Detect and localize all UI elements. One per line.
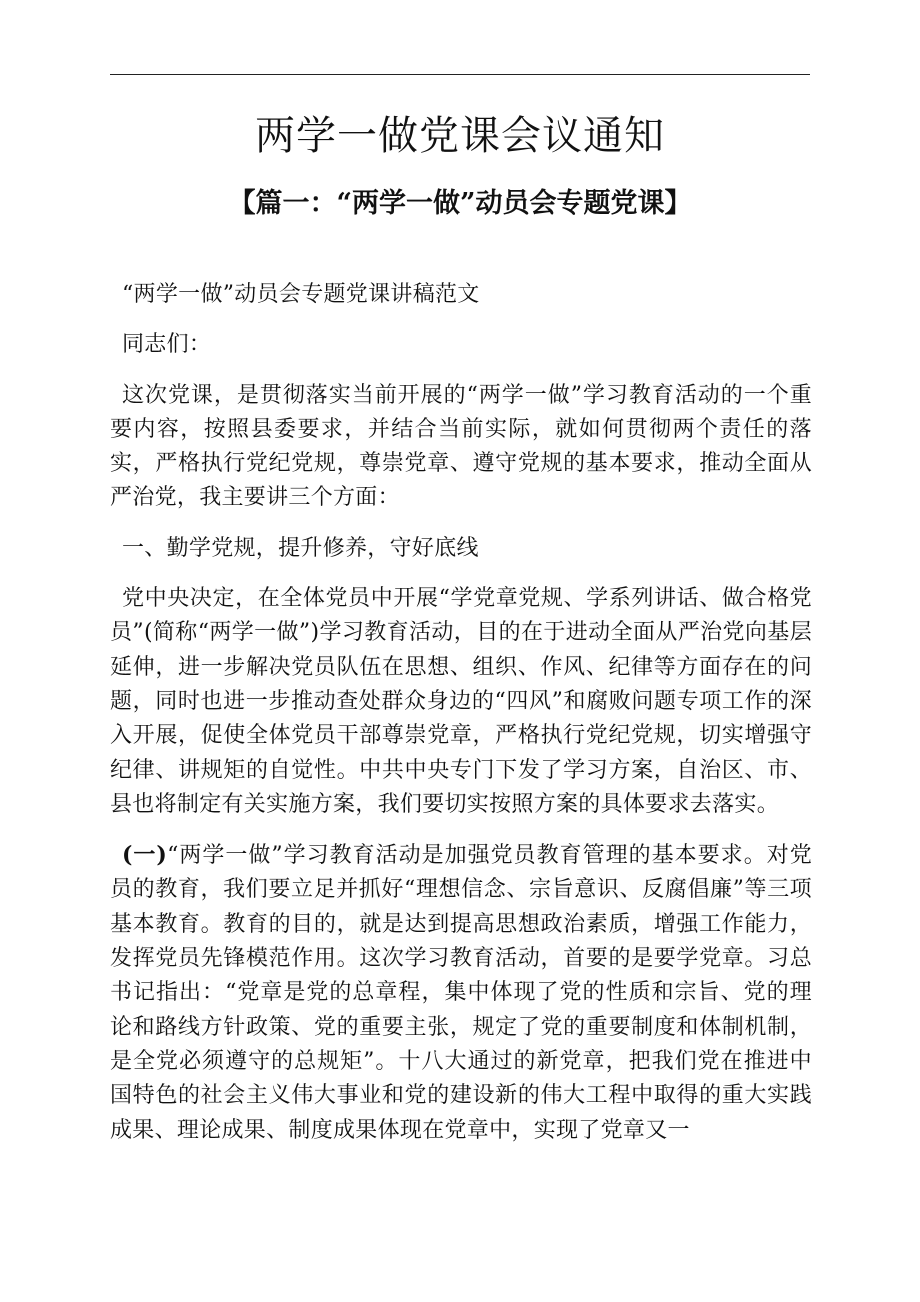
header-rule [110,74,810,75]
document-subtitle: 【篇一：“两学一做”动员会专题党课】 [228,188,692,219]
section-one-paragraph [110,838,812,1148]
document-body [110,278,812,1164]
section-heading-paragraph: 一、勤学党规，提升修养，守好底线 [122,535,479,561]
background-paragraph: 党中央决定，在全体党员中开展“学党章党规、学系列讲话、做合格党员”(简称“两学一做”)学习教育活动，目的在于进动全面从严治党向基层延伸，进一步解决党员队伍在思想、组织、作风、纪律等方面存在的问题，同时也进一步推动查处群众身边的“四风”和腐败问题专项工作的深入开展，促使全体党员干部尊崇党章，严格执行党纪党规，切实增强守纪律、讲规矩的自觉性。中共中央专门下发了学习方案，自治区、市、县也将制定有关实施方案，我们要切实按照方案的具体要求去落实。 [110,586,812,817]
section-one-text: “两学一做”学习教育活动是加强党员教育管理的基本要求。对党员的教育，我们要立足并抓好“理想信念、宗旨意识、反腐倡廉”等三项基本教育。教育的目的，就是达到提高思想政治素质，增强工作能力，发挥党员先锋模范作用。这次学习教育活动，首要的是要学党章。习总书记指出：“党章是党的总章程，集中体现了党的性质和宗旨、党的理论和路线方针政策、党的重要主张，规定了党的重要制度和体制机制，是全党必须遵守的总规矩”。十八大通过的新党章，把我们党在推进中国特色的社会主义伟大事业和党的建设新的伟大工程中取得的重大实践成果、理论成果、制度成果体现在党章中，实现了党章又一 [110,843,812,1143]
greeting-paragraph: 同志们： [122,332,212,358]
document-title: 两学一做党课会议通知 [255,113,665,159]
intro-paragraph: 这次党课，是贯彻落实当前开展的“两学一做”学习教育活动的一个重要内容，按照县委要求，并结合当前实际，就如何贯彻两个责任的落实，严格执行党纪党规，尊崇党章、遵守党规的基本要求，推动全面从严治党，我主要讲三个方面： [110,382,812,511]
speech-title-paragraph: “两学一做”动员会专题党课讲稿范文 [122,282,480,307]
section-one-lead: (一) [122,842,168,869]
